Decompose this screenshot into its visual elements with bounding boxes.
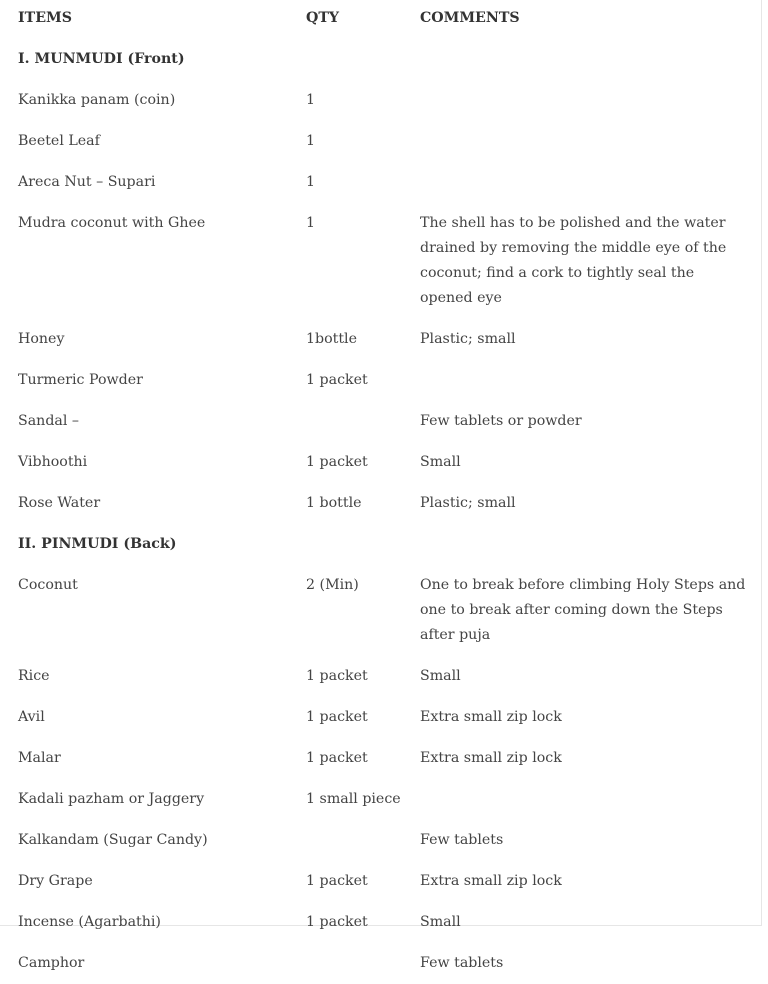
table-row [0, 121, 761, 162]
table-row [0, 779, 761, 820]
comment-cell [420, 162, 761, 203]
qty-cell: 1 [306, 133, 316, 149]
item-cell: Honey [18, 331, 65, 347]
qty-cell: 1 packet [306, 454, 368, 470]
qty-cell [306, 524, 420, 565]
header-comments: COMMENTS [420, 10, 520, 26]
item-cell: Malar [18, 750, 61, 766]
qty-cell: 1 packet [306, 914, 368, 930]
comment-cell: One to break before climbing Holy Steps and one to break after coming down the Steps after puja [420, 577, 746, 643]
comment-cell [420, 779, 761, 820]
qty-cell: 1bottle [306, 331, 357, 347]
qty-cell: 1 packet [306, 709, 368, 725]
header-items: ITEMS [18, 10, 72, 26]
table-row [0, 820, 761, 861]
comment-cell [420, 121, 761, 162]
qty-cell [306, 820, 420, 861]
qty-cell: 1 packet [306, 372, 368, 388]
section-heading-row [0, 39, 761, 80]
comment-cell: Few tablets [420, 955, 504, 971]
qty-cell: 1 [306, 215, 316, 231]
item-cell: Kalkandam (Sugar Candy) [18, 832, 208, 848]
table-row [0, 902, 761, 943]
item-cell: Kadali pazham or Jaggery [18, 791, 205, 807]
comment-cell: Few tablets or powder [420, 413, 582, 429]
qty-cell: 1 [306, 92, 316, 108]
qty-cell [306, 39, 420, 80]
comment-cell: Extra small zip lock [420, 750, 562, 766]
comment-cell [420, 360, 761, 401]
table-row [0, 943, 761, 984]
comment-cell: Plastic; small [420, 331, 516, 347]
table-row [0, 738, 761, 779]
qty-cell: 2 (Min) [306, 577, 359, 593]
item-cell: Sandal – [18, 413, 79, 429]
item-cell: Mudra coconut with Ghee [18, 215, 206, 231]
table-row [0, 697, 761, 738]
item-cell: Camphor [18, 955, 85, 971]
qty-cell [306, 401, 420, 442]
comment-cell: Small [420, 914, 461, 930]
table-row [0, 861, 761, 902]
section-heading-row [0, 524, 761, 565]
comment-cell: Small [420, 454, 461, 470]
table-row [0, 565, 761, 656]
table-row [0, 656, 761, 697]
table-row [0, 360, 761, 401]
comment-cell: Plastic; small [420, 495, 516, 511]
qty-cell [306, 943, 420, 984]
table-row [0, 80, 761, 121]
item-cell: Rose Water [18, 495, 101, 511]
table-row [0, 203, 761, 319]
comment-cell [420, 39, 761, 80]
qty-cell: 1 bottle [306, 495, 362, 511]
comment-cell [420, 80, 761, 121]
qty-cell: 1 small piece [306, 791, 401, 807]
table-row [0, 401, 761, 442]
comment-cell: The shell has to be polished and the water drained by removing the middle eye of the coconut; find a cork to tightly seal the opened eye [420, 215, 727, 306]
qty-cell: 1 packet [306, 750, 368, 766]
item-cell: Rice [18, 668, 50, 684]
table-row [0, 162, 761, 203]
item-cell: Avil [18, 709, 45, 725]
item-cell: Dry Grape [18, 873, 93, 889]
item-cell: Kanikka panam (coin) [18, 92, 176, 108]
table-row [0, 483, 761, 524]
item-cell: Incense (Agarbathi) [18, 914, 161, 930]
comment-cell [420, 524, 761, 565]
item-cell: I. MUNMUDI (Front) [18, 51, 185, 67]
comment-cell: Small [420, 668, 461, 684]
table-header-row [0, 0, 761, 39]
qty-cell: 1 packet [306, 873, 368, 889]
item-cell: II. PINMUDI (Back) [18, 536, 177, 552]
qty-cell: 1 [306, 174, 316, 190]
comment-cell: Extra small zip lock [420, 873, 562, 889]
header-qty: QTY [306, 10, 340, 26]
comment-cell: Extra small zip lock [420, 709, 562, 725]
qty-cell: 1 packet [306, 668, 368, 684]
item-cell: Turmeric Powder [18, 372, 143, 388]
comment-cell: Few tablets [420, 832, 504, 848]
item-cell: Beetel Leaf [18, 133, 100, 149]
item-cell: Coconut [18, 577, 78, 593]
table-row [0, 442, 761, 483]
item-cell: Areca Nut – Supari [18, 174, 156, 190]
table-row [0, 319, 761, 360]
item-cell: Vibhoothi [18, 454, 88, 470]
table-body [0, 39, 761, 984]
